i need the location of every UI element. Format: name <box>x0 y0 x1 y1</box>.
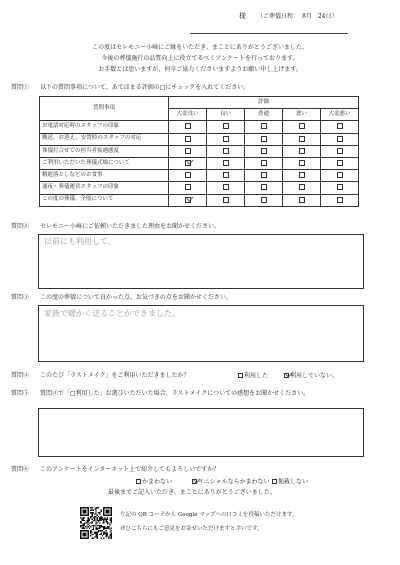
rating-cell <box>321 133 359 145</box>
q4-option-used[interactable] <box>238 373 268 380</box>
rating-cell <box>283 157 321 169</box>
rating-checkbox[interactable] <box>223 197 229 203</box>
rating-checkbox[interactable] <box>261 184 267 190</box>
option-label: 掲載しない <box>278 478 309 486</box>
rating-checkbox[interactable] <box>261 197 267 203</box>
rating-cell <box>169 133 207 145</box>
funeral-date: （ご葬儀日程： 8月 24日） <box>257 13 338 20</box>
rating-checkbox[interactable] <box>299 148 305 154</box>
q2-handwritten-answer: 以前にも利用して。 <box>44 237 116 246</box>
rating-checkbox[interactable] <box>223 160 229 166</box>
rating-checkbox[interactable] <box>299 197 305 203</box>
rating-checkbox[interactable] <box>337 136 343 142</box>
q4-label: 質問④ <box>11 372 30 379</box>
rating-checkbox[interactable] <box>223 148 229 154</box>
rating-checkbox[interactable] <box>337 197 343 203</box>
rating-cell <box>245 194 283 206</box>
rating-checkbox[interactable] <box>337 172 343 178</box>
rating-checkbox[interactable] <box>337 160 343 166</box>
question-item: 搬送、お迎え、安置時のスタッフの対応 <box>40 133 169 145</box>
q6-label: 質問⑥ <box>11 466 30 473</box>
rating-checkbox[interactable] <box>299 123 305 129</box>
rating-header: 悪い <box>283 109 321 121</box>
intro-line-2: 今後の葬儀施行の品質向上に役立てるべくアンケートを行っております。 <box>101 55 299 62</box>
rating-cell <box>245 170 283 182</box>
option-label: イニシャルならかまわない <box>198 478 270 486</box>
col-item-header: 質問事項 <box>40 97 169 121</box>
evaluation-row <box>40 133 359 145</box>
rating-cell <box>169 121 207 133</box>
intro-line-3: お手数とは思いますが、何卒ご協力くださいますようお願い申し上げます。 <box>98 66 302 73</box>
q6-option-initials[interactable] <box>192 479 270 486</box>
rating-checkbox[interactable] <box>261 172 267 178</box>
rating-cell <box>245 145 283 157</box>
rating-cell <box>321 121 359 133</box>
checked-checkbox[interactable] <box>185 160 191 166</box>
q6-option-ok[interactable] <box>136 479 172 486</box>
rating-cell <box>207 194 245 206</box>
rating-checkbox[interactable] <box>261 136 267 142</box>
rating-cell <box>207 157 245 169</box>
rating-cell <box>321 157 359 169</box>
q2-label: 質問② <box>11 223 30 230</box>
rating-header: 大変悪い <box>321 109 359 121</box>
q4-text: このたび「ラストメイク」をご利用いただきましたか？ <box>40 372 190 379</box>
rating-cell <box>283 121 321 133</box>
footer-line-1: 左記の QR コードから Google マップへの口コミを投稿いただけます。 <box>120 512 298 518</box>
rating-cell <box>283 194 321 206</box>
rating-cell <box>169 182 207 194</box>
sama-label: 様 <box>239 12 246 20</box>
footer-line-2: ぜひこちらにもご意見をお寄せいただけますと幸いです。 <box>120 526 263 532</box>
checkbox[interactable] <box>238 373 243 378</box>
rating-cell <box>169 194 207 206</box>
rating-checkbox[interactable] <box>185 148 191 154</box>
rating-cell <box>207 133 245 145</box>
rating-cell <box>245 133 283 145</box>
q3-text: この度の葬儀について良かった点、お気づきの点をお聞かせください。 <box>40 294 232 301</box>
evaluation-row <box>40 194 359 206</box>
rating-checkbox[interactable] <box>337 148 343 154</box>
col-eval-header: 評価 <box>169 97 359 109</box>
q2-text: セレモニー小﨑にご依頼いただきました理由をお聞かせください。 <box>40 223 221 230</box>
rating-cell <box>321 194 359 206</box>
rating-checkbox[interactable] <box>185 136 191 142</box>
rating-checkbox[interactable] <box>223 136 229 142</box>
rating-cell <box>169 145 207 157</box>
evaluation-table <box>39 96 359 207</box>
rating-cell <box>283 133 321 145</box>
q5-text: 質問④で「□利用した」お選びいただいた場合、ラストメイクについての感想をお聞かせください。 <box>40 390 310 397</box>
option-label: 利用していない。 <box>290 372 339 380</box>
evaluation-row <box>40 145 359 157</box>
rating-cell <box>283 170 321 182</box>
rating-checkbox[interactable] <box>185 172 191 178</box>
rating-checkbox[interactable] <box>337 123 343 129</box>
rating-cell <box>207 170 245 182</box>
q5-answer-box[interactable] <box>38 408 364 457</box>
rating-checkbox[interactable] <box>185 123 191 129</box>
q3-handwritten-answer: 家族で暖かく送ることができました。 <box>44 309 180 318</box>
rating-cell <box>169 170 207 182</box>
rating-checkbox[interactable] <box>299 136 305 142</box>
q4-option-not-used[interactable] <box>284 373 338 380</box>
rating-checkbox[interactable] <box>223 172 229 178</box>
rating-checkbox[interactable] <box>299 160 305 166</box>
question-item: ご利用いただいた葬儀式場について <box>40 157 169 169</box>
question-item: お電話対応時のスタッフの印象 <box>40 121 169 133</box>
q5-label: 質問⑤ <box>11 390 30 397</box>
rating-cell <box>321 182 359 194</box>
evaluation-row <box>40 121 359 133</box>
rating-checkbox[interactable] <box>299 184 305 190</box>
q3-label: 質問③ <box>11 294 30 301</box>
q6-text: このアンケートをインターネット上で紹介してもよろしいですか？ <box>40 466 220 473</box>
rating-cell <box>245 182 283 194</box>
evaluation-row <box>40 170 359 182</box>
checkbox[interactable] <box>284 373 289 378</box>
name-underline <box>190 33 348 34</box>
rating-checkbox[interactable] <box>261 148 267 154</box>
rating-cell <box>321 145 359 157</box>
q6-option-no[interactable] <box>272 479 308 486</box>
intro-line-1: この度はセレモニー小﨑にご縁をいただき、まことにありがとうございました。 <box>92 44 308 51</box>
rating-cell <box>245 157 283 169</box>
question-item: この度の葬儀、全般について <box>40 194 169 206</box>
checkbox[interactable] <box>136 479 141 484</box>
rating-checkbox[interactable] <box>223 184 229 190</box>
rating-cell <box>207 121 245 133</box>
checkbox[interactable] <box>192 479 197 484</box>
qr-code-icon[interactable] <box>80 507 112 539</box>
q1-label: 質問① <box>11 84 30 91</box>
rating-cell <box>283 145 321 157</box>
rating-checkbox[interactable] <box>261 123 267 129</box>
rating-header: 良い <box>207 109 245 121</box>
question-item: 通夜・葬儀運営スタッフの印象 <box>40 182 169 194</box>
rating-header: 大変良い <box>169 109 207 121</box>
question-item: 葬儀打合せでの担当者接遇態度 <box>40 145 169 157</box>
rating-checkbox[interactable] <box>223 123 229 129</box>
rating-checkbox[interactable] <box>299 172 305 178</box>
rating-checkbox[interactable] <box>337 184 343 190</box>
rating-cell <box>169 157 207 169</box>
rating-cell <box>207 145 245 157</box>
checkbox[interactable] <box>272 479 277 484</box>
rating-cell <box>245 121 283 133</box>
checked-checkbox[interactable] <box>185 197 191 203</box>
q1-text: 以下の質問事項について、あてはまる評価の□にチェックを入れてください。 <box>40 84 250 91</box>
rating-checkbox[interactable] <box>185 184 191 190</box>
rating-cell <box>207 182 245 194</box>
closing-thanks: 最後までご記入いただき、まことにありがとうございました。 <box>108 489 276 496</box>
rating-checkbox[interactable] <box>261 160 267 166</box>
rating-cell <box>321 170 359 182</box>
question-item: 精進落としなどのお食事 <box>40 170 169 182</box>
option-label: かまわない <box>142 478 173 486</box>
evaluation-row <box>40 182 359 194</box>
rating-cell <box>283 182 321 194</box>
option-label: 利用した <box>244 372 269 380</box>
rating-header: 普通 <box>245 109 283 121</box>
evaluation-row <box>40 157 359 169</box>
